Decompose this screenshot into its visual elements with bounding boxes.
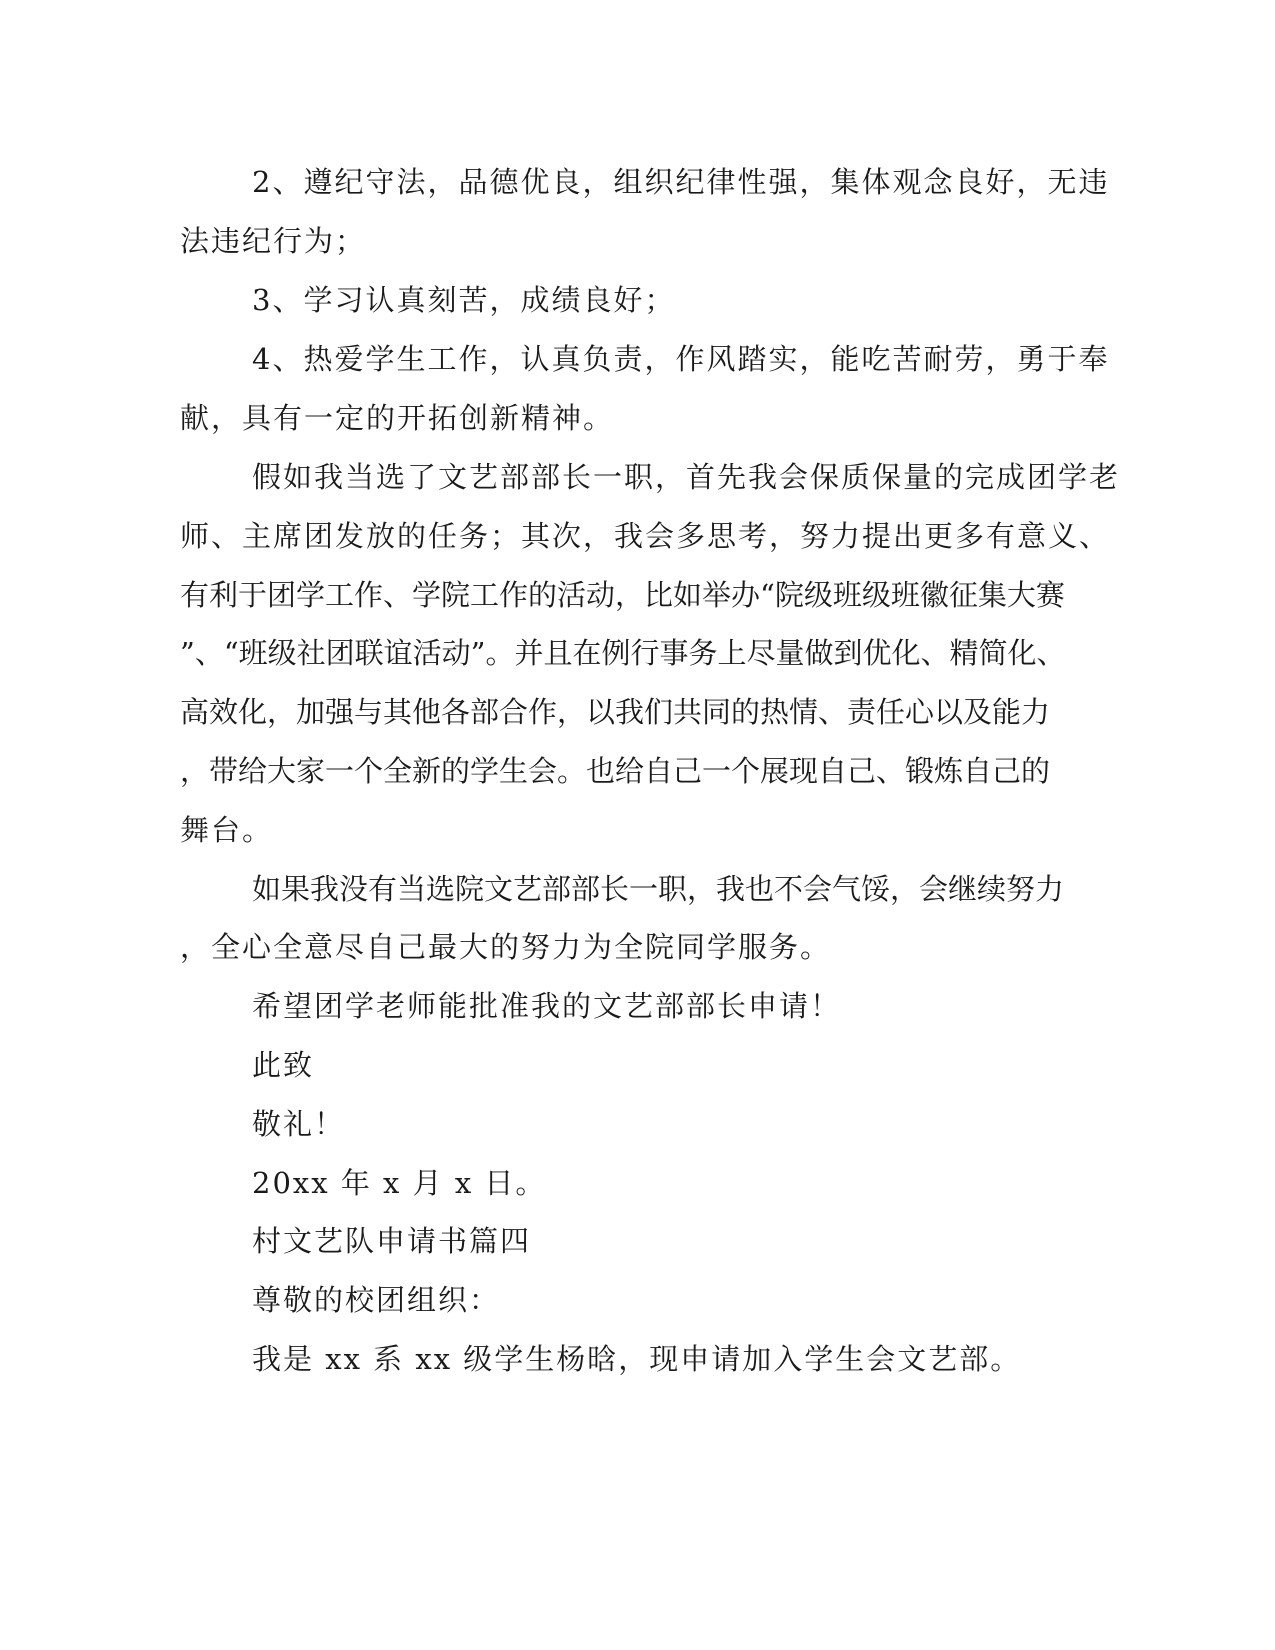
text-line: ”、“班级社团联谊活动”。并且在例行事务上尽量做到优化、精简化、	[180, 636, 1066, 670]
text-line: ，带给大家一个全新的学生会。也给自己一个展现自己、锻炼自己的	[180, 754, 1051, 788]
text-line: 高效化，加强与其他各部合作，以我们共同的热情、责任心以及能力	[180, 695, 1051, 729]
text-line: 希望团学老师能批准我的文艺部部长申请！	[252, 989, 842, 1023]
text-line: 舞台。	[180, 813, 274, 847]
text-line: 3、学习认真刻苦，成绩良好；	[252, 283, 676, 317]
text-line: 此致	[252, 1048, 315, 1082]
text-line: 2、遵纪守法，品德优良，组织纪律性强，集体观念良好，无违	[252, 165, 1110, 199]
date-line: 20xx 年 x 月 x 日。	[252, 1166, 547, 1200]
text-line: 献，具有一定的开拓创新精神。	[180, 401, 615, 435]
text-line: 师、主席团发放的任务；其次，我会多思考，努力提出更多有意义、	[180, 519, 1111, 553]
text-line: 4、热爱学生工作，认真负责，作风踏实，能吃苦耐劳，勇于奉	[252, 342, 1110, 376]
salutation: 尊敬的校团组织：	[252, 1283, 501, 1317]
text-line: ，全心全意尽自己最大的努力为全院同学服务。	[180, 930, 832, 964]
section-heading: 村文艺队申请书篇四	[252, 1224, 532, 1258]
text-line: 我是 xx 系 xx 级学生杨晗，现申请加入学生会文艺部。	[252, 1342, 1022, 1376]
text-line: 假如我当选了文艺部部长一职，首先我会保质保量的完成团学老	[252, 460, 1121, 494]
text-line: 如果我没有当选院文艺部部长一职，我也不会气馁，会继续努力	[252, 872, 1065, 906]
text-line: 敬礼！	[252, 1107, 346, 1141]
text-line: 法违纪行为；	[180, 224, 367, 258]
text-line: 有利于团学工作、学院工作的活动，比如举办“院级班级班徽征集大赛	[180, 578, 1065, 612]
